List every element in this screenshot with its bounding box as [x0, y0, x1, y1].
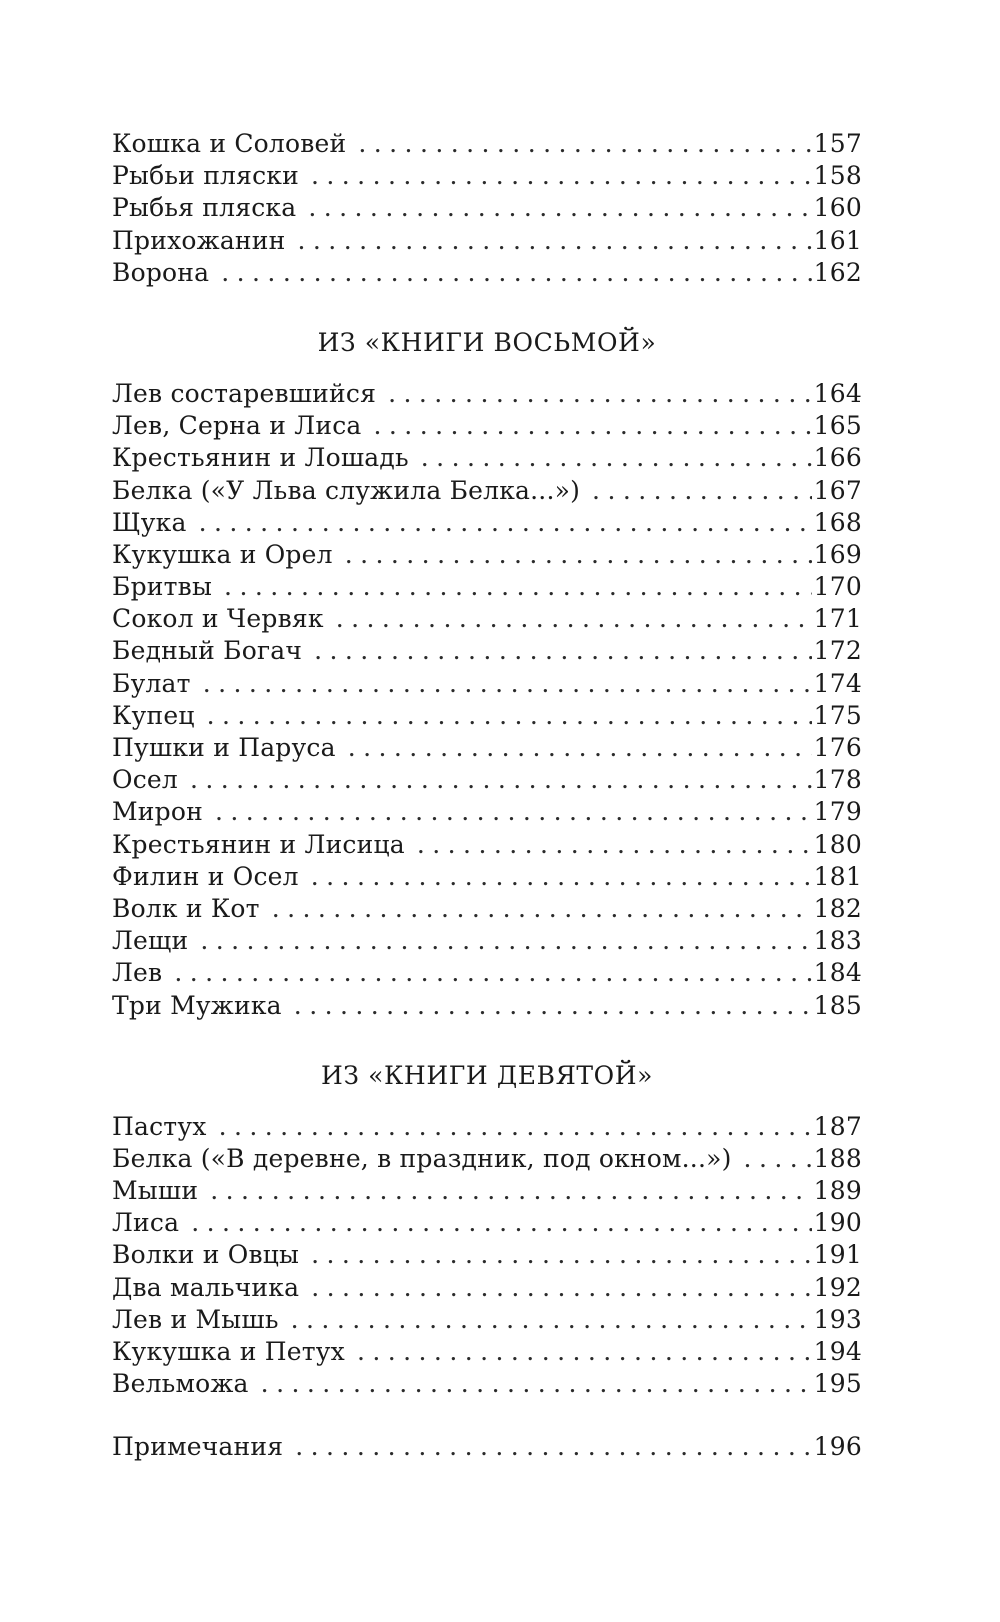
toc-entry-title: Филин и Осел	[112, 861, 299, 891]
toc-entry[interactable]	[112, 507, 862, 539]
dot-leader	[336, 603, 812, 635]
toc-entry-page: 158	[813, 161, 862, 191]
toc-entry-page: 185	[813, 990, 862, 1020]
toc-entry-page: 193	[813, 1304, 862, 1334]
toc-entry-title: Кукушка и Петух	[112, 1337, 345, 1366]
dot-leader	[174, 957, 811, 989]
toc-entry[interactable]	[112, 128, 862, 160]
toc-entry[interactable]	[112, 1207, 862, 1239]
toc-entry-page: 171	[813, 604, 862, 634]
toc-entry[interactable]	[112, 796, 862, 828]
toc-entry-page: 188	[813, 1143, 862, 1173]
section-heading: ИЗ «КНИГИ ДЕВЯТОЙ»	[320, 1060, 654, 1090]
toc-entry-title: Кукушка и Орел	[112, 539, 333, 569]
toc-entry-title: Ворона	[112, 257, 210, 287]
toc-entry-notes[interactable]	[112, 1431, 862, 1463]
toc-entry-title: Бритвы	[112, 572, 213, 602]
toc-entry[interactable]	[112, 442, 862, 474]
toc-entry-title: Лев состаревшийся	[112, 378, 377, 408]
dot-leader	[261, 1368, 812, 1400]
toc-entry[interactable]	[112, 861, 862, 893]
toc-entry[interactable]	[112, 668, 862, 700]
dot-leader	[345, 539, 812, 571]
toc-body	[112, 128, 862, 1400]
dot-leader	[221, 257, 811, 289]
toc-entry[interactable]	[112, 893, 862, 925]
toc-entry-page: 166	[813, 443, 862, 473]
toc-entry-page: 157	[813, 129, 862, 158]
toc-entry-title: Кошка и Соловей	[112, 129, 347, 158]
section-heading: ИЗ «КНИГИ ВОСЬМОЙ»	[317, 327, 657, 357]
dot-leader	[311, 1272, 811, 1304]
toc-entry-page: 192	[813, 1272, 862, 1302]
toc-entry-title: Белка («В деревне, в праздник, под окном...»)	[112, 1143, 732, 1173]
toc-entry-title: Рыбьи пляски	[112, 161, 299, 191]
dot-leader	[215, 796, 812, 828]
toc-entry-page: 164	[813, 378, 862, 408]
toc-entry[interactable]	[112, 603, 862, 635]
toc-entry-title: Мыши	[112, 1176, 199, 1206]
toc-entry-page: 180	[813, 829, 862, 859]
toc-entry-page: 176	[813, 733, 862, 762]
toc-entry[interactable]	[112, 957, 862, 989]
toc-entry-page: 160	[813, 193, 862, 223]
toc-entry[interactable]	[112, 1175, 862, 1207]
toc-entry[interactable]	[112, 257, 862, 289]
dot-leader	[295, 1431, 811, 1463]
dot-leader	[219, 1111, 812, 1143]
dot-leader	[291, 1304, 812, 1336]
toc-entry-title: Волки и Овцы	[112, 1240, 300, 1270]
dot-leader	[358, 128, 811, 160]
toc-entry-title: Крестьянин и Лошадь	[112, 443, 409, 473]
toc-entry-title: Купец	[112, 700, 195, 730]
dot-leader	[357, 1336, 812, 1368]
toc-entry-page: 191	[813, 1240, 862, 1270]
dot-leader	[191, 1207, 811, 1239]
toc-entry-title: Лев, Серна и Лиса	[112, 411, 362, 441]
toc-entry[interactable]	[112, 1336, 862, 1368]
toc-entry-page: 172	[813, 636, 862, 666]
toc-entry-title: Вельможа	[112, 1369, 249, 1399]
toc-entry-title: Два мальчика	[112, 1272, 300, 1302]
toc-entry-page: 161	[813, 225, 862, 255]
toc-entry-title: Лев и Мышь	[112, 1304, 279, 1334]
toc-entry-page: 194	[813, 1337, 862, 1366]
toc-entry-page: 170	[813, 572, 862, 602]
toc-entry-title: Щука	[112, 507, 187, 537]
dot-leader	[417, 829, 812, 861]
toc-entry-page: 168	[813, 507, 862, 537]
toc-entry-title: Лев	[112, 958, 163, 988]
toc-entry-page: 196	[813, 1432, 862, 1462]
toc-entry-page: 167	[813, 475, 862, 505]
toc-entry-title: Прихожанин	[112, 225, 286, 255]
toc-entry[interactable]	[112, 635, 862, 667]
dot-leader	[207, 700, 812, 732]
dot-leader	[200, 925, 811, 957]
toc-entry-title: Осел	[112, 765, 178, 795]
dot-leader	[374, 410, 812, 442]
dot-leader	[592, 475, 812, 507]
toc-entry-title: Бедный Богач	[112, 636, 303, 666]
toc-entry-page: 181	[813, 861, 862, 891]
toc-entry-page: 190	[813, 1208, 862, 1238]
dot-leader	[210, 1175, 811, 1207]
table-of-contents	[112, 128, 862, 1464]
toc-entry-title: Сокол и Червяк	[112, 604, 324, 634]
toc-entry-title: Белка («У Льва служила Белка...»)	[112, 475, 581, 505]
dot-leader	[199, 507, 812, 539]
toc-entry-page: 179	[813, 797, 862, 827]
dot-leader	[294, 990, 812, 1022]
dot-leader	[311, 1239, 812, 1271]
dot-leader	[388, 378, 812, 410]
toc-entry[interactable]	[112, 192, 862, 224]
toc-entry[interactable]	[112, 1239, 862, 1271]
toc-entry-title: Волк и Кот	[112, 893, 260, 923]
toc-entry[interactable]	[112, 160, 862, 192]
toc-entry-title: Рыбья пляска	[112, 193, 297, 223]
toc-entry-title: Булат	[112, 668, 191, 698]
toc-entry[interactable]	[112, 925, 862, 957]
toc-entry[interactable]	[112, 829, 862, 861]
toc-entry[interactable]	[112, 378, 862, 410]
toc-entry[interactable]	[112, 990, 862, 1022]
spacer	[112, 1400, 862, 1431]
toc-entry-title: Крестьянин и Лисица	[112, 829, 405, 859]
toc-entry-title: Пастух	[112, 1111, 207, 1141]
toc-entry[interactable]	[112, 225, 862, 257]
toc-entry-page: 184	[813, 958, 862, 988]
toc-entry-title: Примечания	[112, 1432, 284, 1462]
toc-entry[interactable]	[112, 410, 862, 442]
toc-entry-page: 174	[813, 668, 862, 698]
dot-leader	[190, 764, 812, 796]
toc-entry-page: 162	[813, 257, 862, 287]
dot-leader	[298, 225, 812, 257]
toc-entry-title: Три Мужика	[112, 990, 282, 1020]
toc-entry-page: 182	[813, 893, 862, 923]
dot-leader	[348, 732, 812, 764]
toc-entry-page: 165	[813, 411, 862, 441]
dot-leader	[224, 571, 812, 603]
toc-entry-page: 189	[813, 1176, 862, 1206]
toc-section	[112, 327, 862, 1022]
toc-entry[interactable]	[112, 1368, 862, 1400]
toc-entry[interactable]	[112, 571, 862, 603]
dot-leader	[744, 1143, 812, 1175]
toc-entry[interactable]	[112, 764, 862, 796]
toc-entry[interactable]	[112, 732, 862, 764]
toc-entry[interactable]	[112, 1272, 862, 1304]
dot-leader	[308, 192, 811, 224]
dot-leader	[311, 861, 812, 893]
toc-entry-title: Лещи	[112, 926, 189, 956]
toc-entry-page: 178	[813, 765, 862, 795]
toc-entry[interactable]	[112, 1304, 862, 1336]
toc-entry[interactable]	[112, 700, 862, 732]
toc-entry[interactable]	[112, 539, 862, 571]
dot-leader	[203, 668, 812, 700]
toc-entry-title: Лиса	[112, 1208, 180, 1238]
toc-entry-page: 187	[813, 1111, 862, 1141]
toc-section	[112, 128, 862, 289]
toc-entry-page: 183	[813, 926, 862, 956]
toc-entry-page: 195	[813, 1369, 862, 1399]
toc-entry[interactable]	[112, 1111, 862, 1143]
toc-entry[interactable]	[112, 1143, 862, 1175]
toc-entry-title: Пушки и Паруса	[112, 733, 336, 762]
toc-entry-page: 175	[813, 700, 862, 730]
toc-entry[interactable]	[112, 475, 862, 507]
dot-leader	[311, 160, 812, 192]
dot-leader	[421, 442, 812, 474]
dot-leader	[272, 893, 812, 925]
toc-entry-title: Мирон	[112, 797, 203, 827]
toc-entry-page: 169	[813, 539, 862, 569]
dot-leader	[314, 635, 812, 667]
toc-section	[112, 1060, 862, 1401]
